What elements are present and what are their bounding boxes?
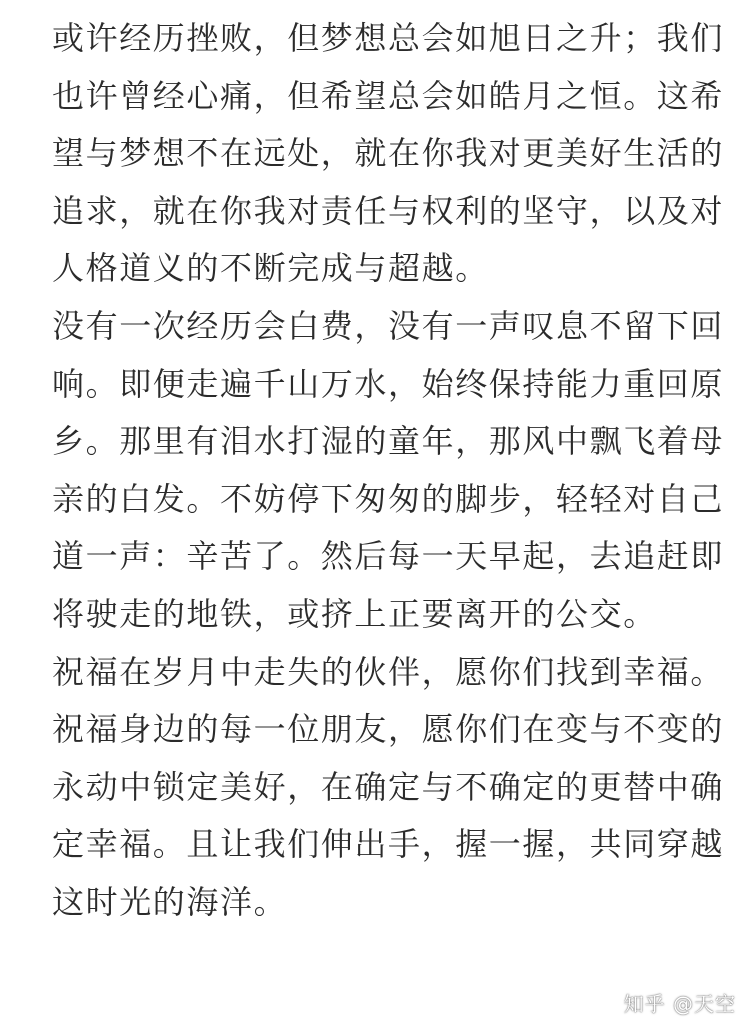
text-line: 或许经历挫败，但梦想总会如旭日之升；我们 bbox=[52, 19, 725, 57]
text-line: 道一声：辛苦了。然后每一天早起，去追赶即 bbox=[52, 537, 725, 576]
text-line: 祝福身边的每一位朋友，愿你们在变与不变的 bbox=[52, 710, 725, 749]
text-line: 望与梦想不在远处，就在你我对更美好生活的 bbox=[52, 134, 725, 173]
zhihu-watermark: 知乎 @天空 bbox=[623, 992, 736, 1016]
text-line: 亲的白发。不妨停下匆匆的脚步，轻轻对自己 bbox=[52, 479, 725, 518]
text-line: 乡。那里有泪水打湿的童年，那风中飘飞着母 bbox=[52, 422, 725, 461]
text-line: 也许曾经心痛，但希望总会如皓月之恒。这希 bbox=[52, 76, 725, 115]
text-line: 没有一次经历会白费，没有一声叹息不留下回 bbox=[52, 306, 725, 345]
text-line: 将驶走的地铁，或挤上正要离开的公交。 bbox=[52, 594, 657, 633]
text-line: 永动中锁定美好，在确定与不确定的更替中确 bbox=[52, 767, 725, 806]
text-line: 祝福在岁月中走失的伙伴，愿你们找到幸福。 bbox=[52, 652, 725, 691]
article-body bbox=[52, 0, 742, 932]
text-line: 人格道义的不断完成与超越。 bbox=[52, 249, 489, 288]
text-line: 定幸福。且让我们伸出手，握一握，共同穿越 bbox=[52, 825, 725, 864]
text-line: 这时光的海洋。 bbox=[52, 882, 288, 921]
text-line: 追求，就在你我对责任与权利的坚守，以及对 bbox=[52, 191, 725, 230]
text-line: 响。即便走遍千山万水，始终保持能力重回原 bbox=[52, 364, 725, 403]
